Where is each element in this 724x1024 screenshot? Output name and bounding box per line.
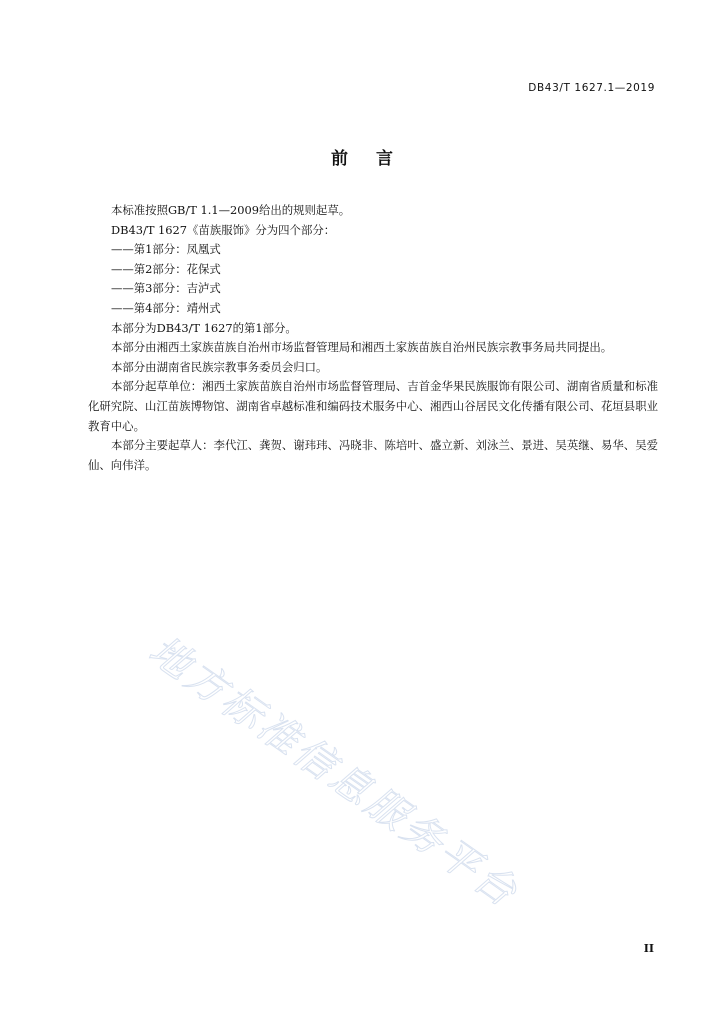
- paragraph: 本标准按照GB/T 1.1—2009给出的规则起草。: [111, 203, 351, 217]
- paragraph: 本部分起草单位：湘西土家族苗族自治州市场监督管理局、吉首金华果民族服饰有限公司、湖南省质量和标准化研究院、山江苗族博物馆、湖南省卓越标准和编码技术服务中心、湘西山谷居民文化传播有限公司、花垣县职业教育中心。: [88, 379, 658, 433]
- list-item: ——第3部分：吉泸式: [111, 281, 221, 296]
- paragraph: 本部分由湖南省民族宗教事务委员会归口。: [111, 359, 328, 374]
- paragraph: DB43/T 1627《苗族服饰》分为四个部分：: [111, 222, 336, 237]
- paragraph: 本部分为DB43/T 1627的第1部分。: [111, 320, 297, 335]
- page-number: II: [643, 942, 654, 955]
- list-item: ——第4部分：靖州式: [111, 300, 221, 315]
- paragraph: 本部分由湘西土家族苗族自治州市场监督管理局和湘西土家族苗族自治州民族宗教事务局共同提出。: [111, 340, 613, 355]
- document-number: DB43/T 1627.1—2019: [528, 82, 655, 94]
- paragraph: 本部分主要起草人：李代江、龚贺、谢玮玮、冯晓非、陈培叶、盛立新、刘泳兰、景进、吴英继、易华、吴爱仙、向伟洋。: [88, 438, 658, 472]
- list-item: ——第1部分：凤凰式: [111, 242, 221, 257]
- watermark: 地方标准信息服务平台: [140, 627, 528, 918]
- page-title: 前言: [331, 149, 421, 169]
- list-item: ——第2部分：花保式: [111, 261, 221, 276]
- preface-body: [88, 201, 658, 475]
